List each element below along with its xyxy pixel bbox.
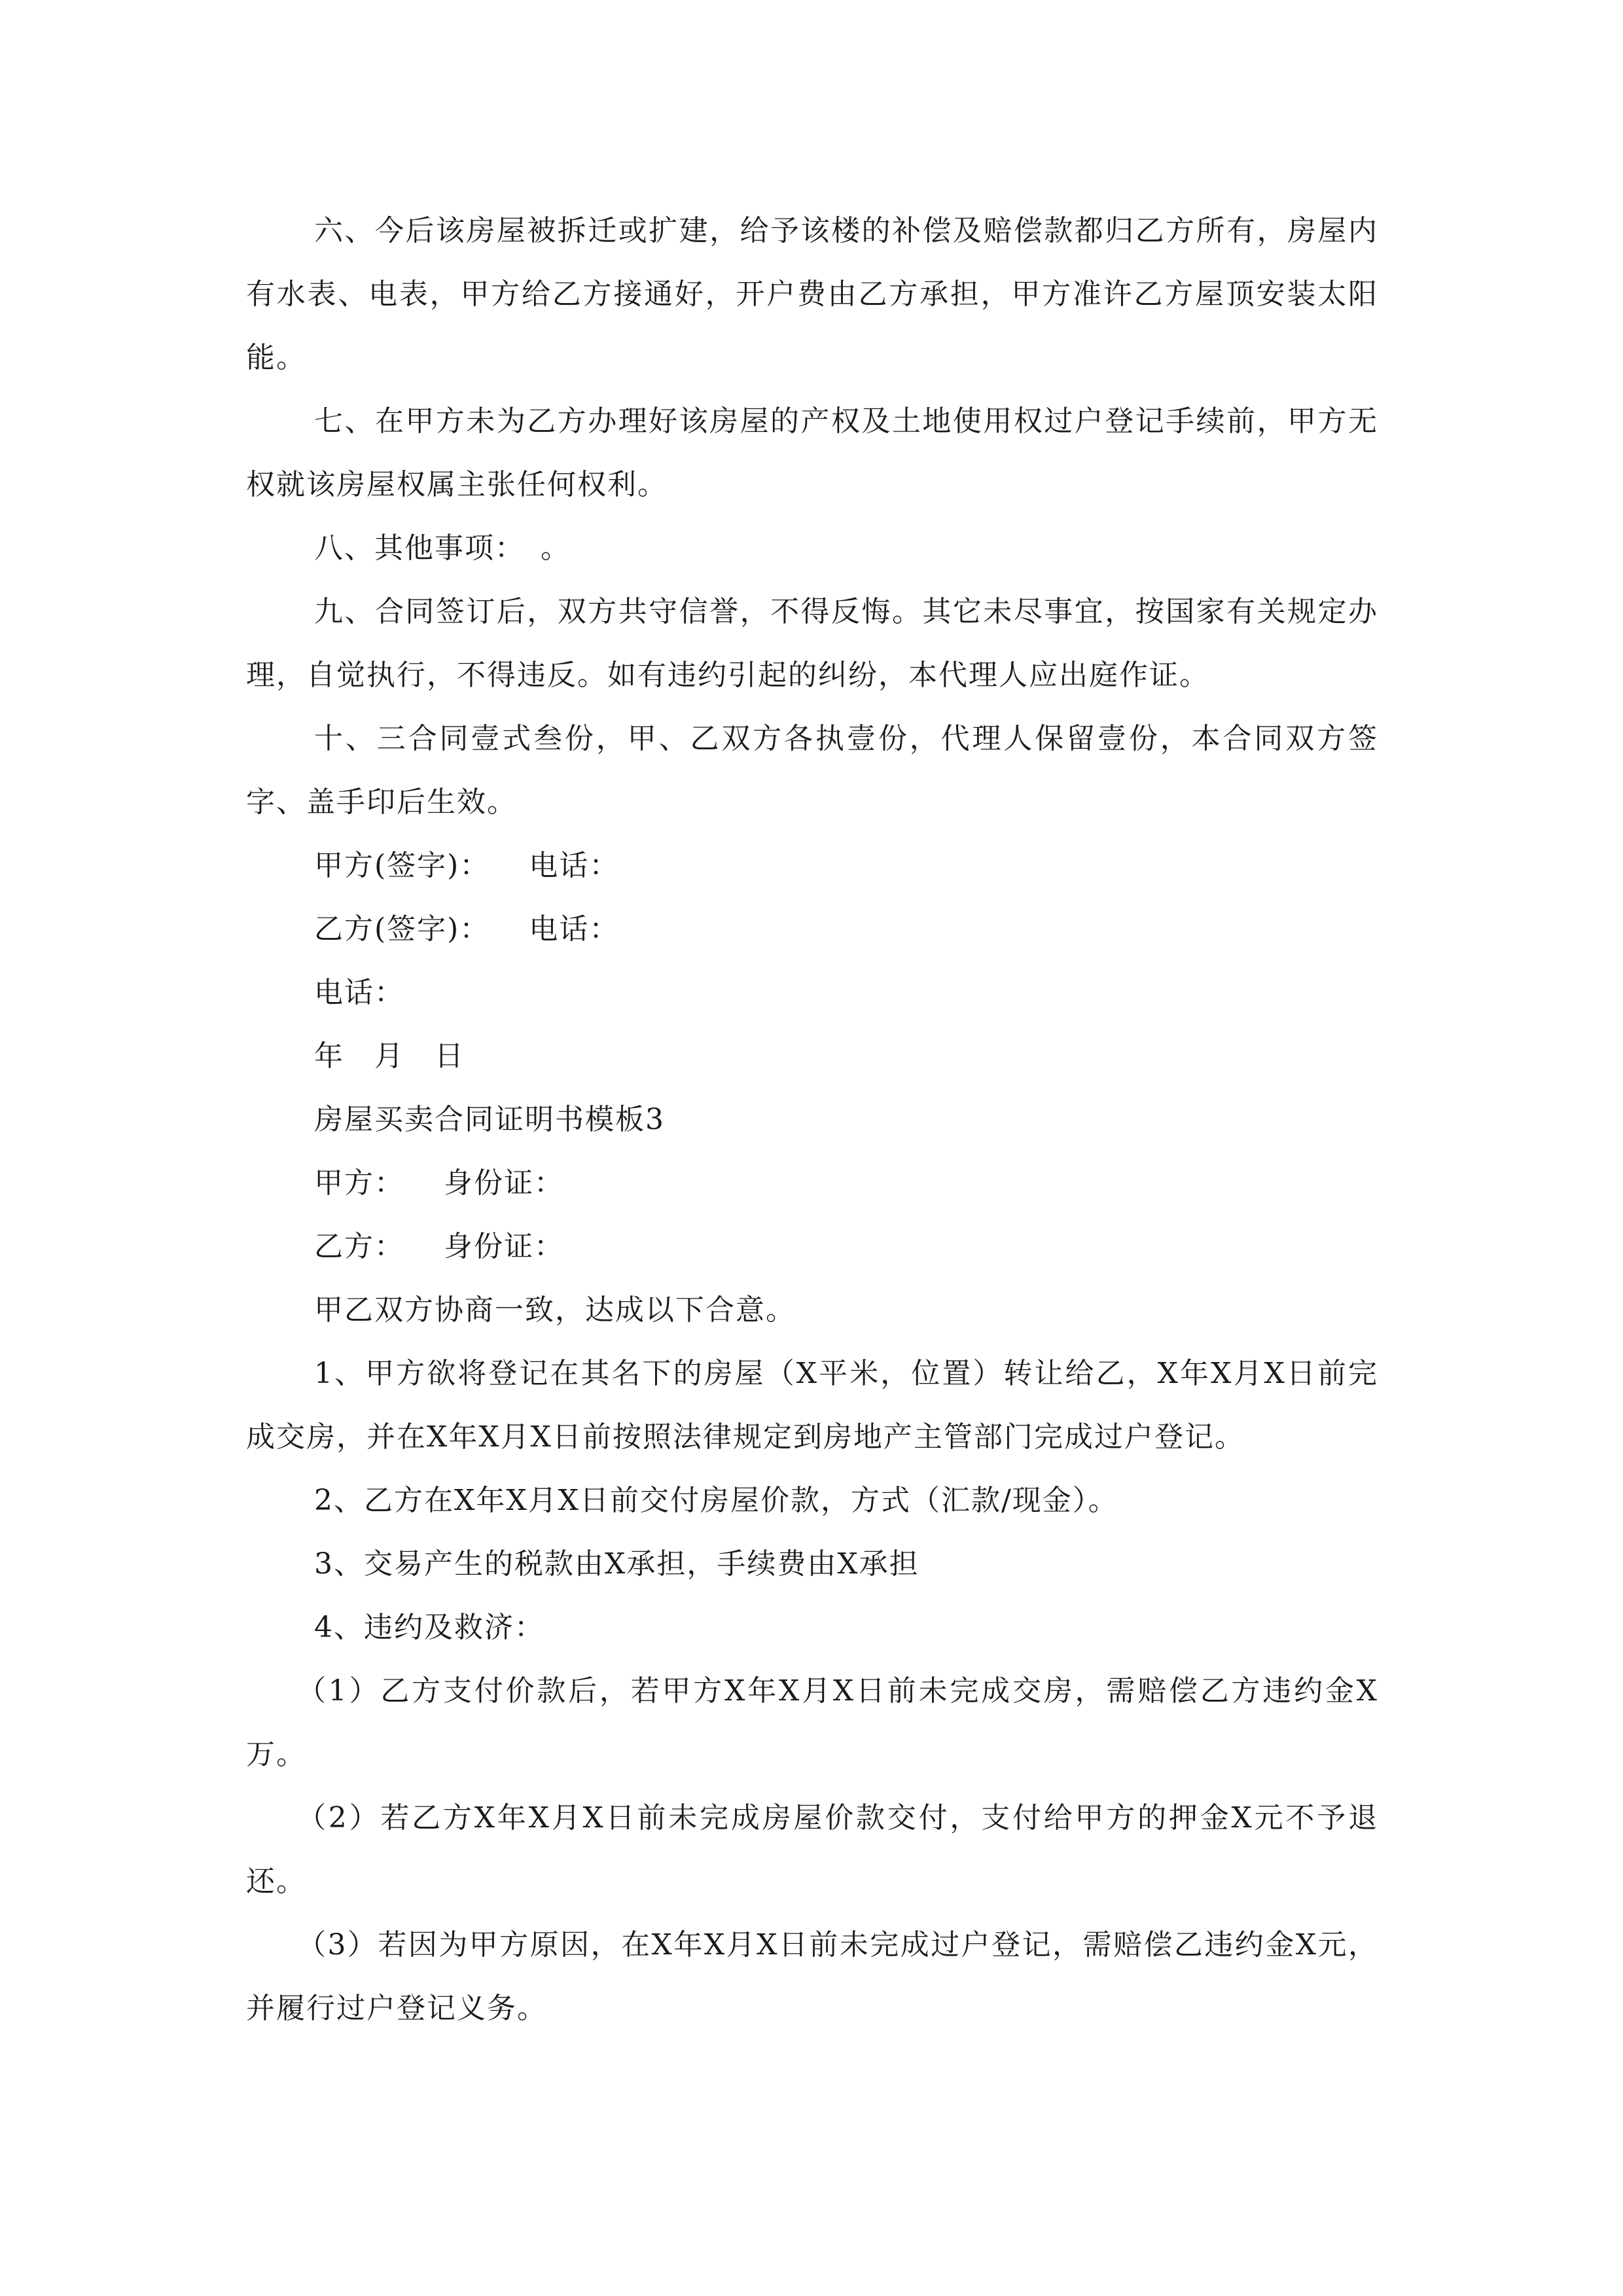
party-a-label: 甲方： — [314, 1166, 404, 1200]
clause-7: 七、在甲方未为乙方办理好该房屋的产权及土地使用权过户登记手续前，甲方无权就该房屋权属主张任何权利。 — [246, 404, 1378, 501]
clause-10: 十、三合同壹式叁份，甲、乙双方各执壹份，代理人保留壹份，本合同双方签字、盖手印后生效。 — [246, 722, 1378, 819]
party-b-label: 乙方： — [314, 1230, 404, 1263]
term-2: 2、乙方在X年X月X日前交付房屋价款，方式（汇款/现金）。 — [314, 1484, 1118, 1517]
party-b-id-line — [246, 1215, 1378, 1278]
party-b-id-label: 身份证： — [444, 1230, 564, 1263]
party-b-signature-label: 乙方(签字)： — [314, 912, 490, 946]
document-body — [246, 199, 1378, 2040]
party-a-signature-line — [246, 834, 1378, 897]
party-a-id-label: 身份证： — [444, 1166, 564, 1200]
party-b-signature-line — [246, 897, 1378, 961]
remedy-1: （1）乙方支付价款后，若甲方X年X月X日前未完成交房，需赔偿乙方违约金X万。 — [246, 1674, 1378, 1771]
party-b-phone-label: 电话： — [529, 912, 620, 946]
term-4: 4、违约及救济： — [314, 1611, 544, 1644]
remedy-2: （2）若乙方X年X月X日前未完成房屋价款交付，支付给甲方的押金X元不予退还。 — [246, 1801, 1378, 1898]
party-a-id-line — [246, 1151, 1378, 1215]
agent-phone-label: 电话： — [314, 976, 404, 1009]
term-3: 3、交易产生的税款由X承担，手续费由X承担 — [314, 1547, 919, 1581]
party-a-signature-label: 甲方(签字)： — [314, 849, 490, 882]
agreement-intro: 甲乙双方协商一致，达成以下合意。 — [314, 1293, 796, 1327]
agent-phone-line — [246, 961, 1378, 1024]
date-line: 年 月 日 — [314, 1039, 465, 1073]
clause-6: 六、今后该房屋被拆迁或扩建，给予该楼的补偿及赔偿款都归乙方所有，房屋内有水表、电表，甲方给乙方接通好，开户费由乙方承担，甲方准许乙方屋顶安装太阳能。 — [246, 214, 1378, 374]
template-title: 房屋买卖合同证明书模板3 — [314, 1103, 665, 1136]
clause-9: 九、合同签订后，双方共守信誉，不得反悔。其它未尽事宜，按国家有关规定办理，自觉执行，不得违反。如有违约引起的纠纷，本代理人应出庭作证。 — [246, 595, 1378, 692]
term-1: 1、甲方欲将登记在其名下的房屋（X平米，位置）转让给乙，X年X月X日前完成交房，并在X年X月X日前按照法律规定到房地产主管部门完成过户登记。 — [246, 1357, 1378, 1454]
clause-8: 八、其他事项： 。 — [314, 531, 571, 565]
remedy-3: （3）若因为甲方原因，在X年X月X日前未完成过户登记，需赔偿乙违约金X元，并履行过户登记义务。 — [246, 1928, 1378, 2025]
party-a-phone-label: 电话： — [529, 849, 620, 882]
